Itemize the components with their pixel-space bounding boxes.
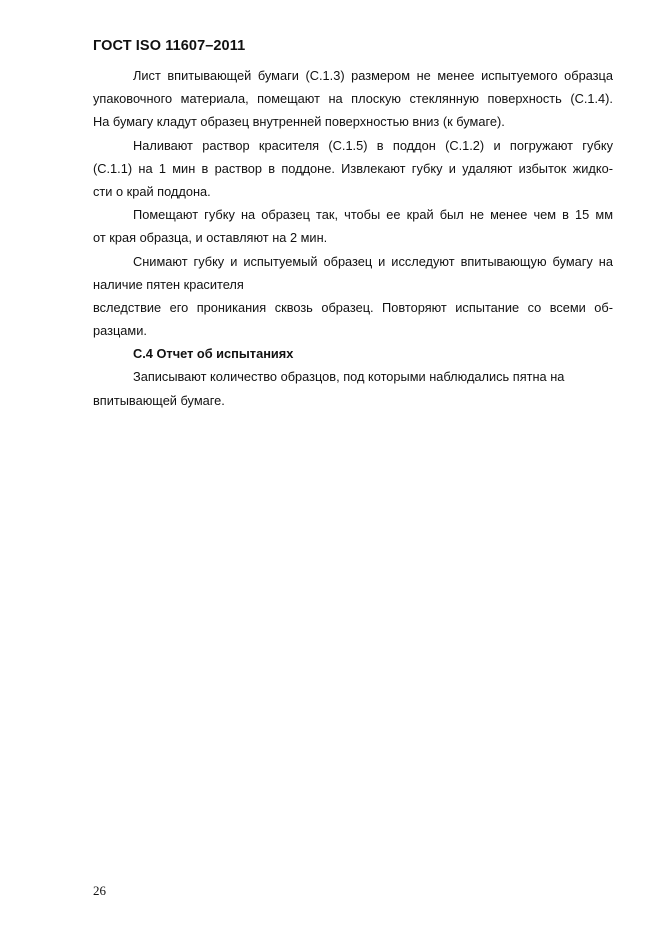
text-line: впитывающей бумаге.	[93, 392, 225, 408]
section-heading: С.4 Отчет об испытаниях	[133, 346, 294, 362]
document-header: ГОСТ ISO 11607–2011	[93, 38, 246, 54]
page-number: 26	[93, 883, 106, 898]
text-line: Помещают губку на образец так, чтобы ее край был не менее чем в 15 мм	[133, 207, 613, 223]
text-line: На бумагу кладут образец внутренней поверхностью вниз (к бумаге).	[93, 114, 505, 130]
text-line: Записывают количество образцов, под которыми наблюдались пятна на	[133, 369, 565, 385]
text-line: наличие пятен красителя	[93, 276, 244, 292]
text-line: от края образца, и оставляют на 2 мин.	[93, 230, 328, 246]
text-line: Снимают губку и испытуемый образец и исследуют впитывающую бумагу на	[133, 253, 613, 269]
text-line: упаковочного материала, помещают на плоскую стеклянную поверхность (С.1.4).	[93, 91, 613, 107]
text-line: разцами.	[93, 323, 147, 339]
text-line: Лист впитывающей бумаги (С.1.3) размером не менее испытуемого образца	[133, 68, 613, 83]
document-body	[93, 64, 613, 412]
text-line: (С.1.1) на 1 мин в раствор в поддоне. Извлекают губку и удаляют избыток жидко-	[93, 160, 613, 176]
text-line: сти о край поддона.	[93, 183, 211, 199]
text-line: Наливают раствор красителя (С.1.5) в поддон (С.1.2) и погружают губку	[133, 137, 613, 153]
text-line: вследствие его проникания сквозь образец. Повторяют испытание со всеми об-	[93, 299, 613, 315]
